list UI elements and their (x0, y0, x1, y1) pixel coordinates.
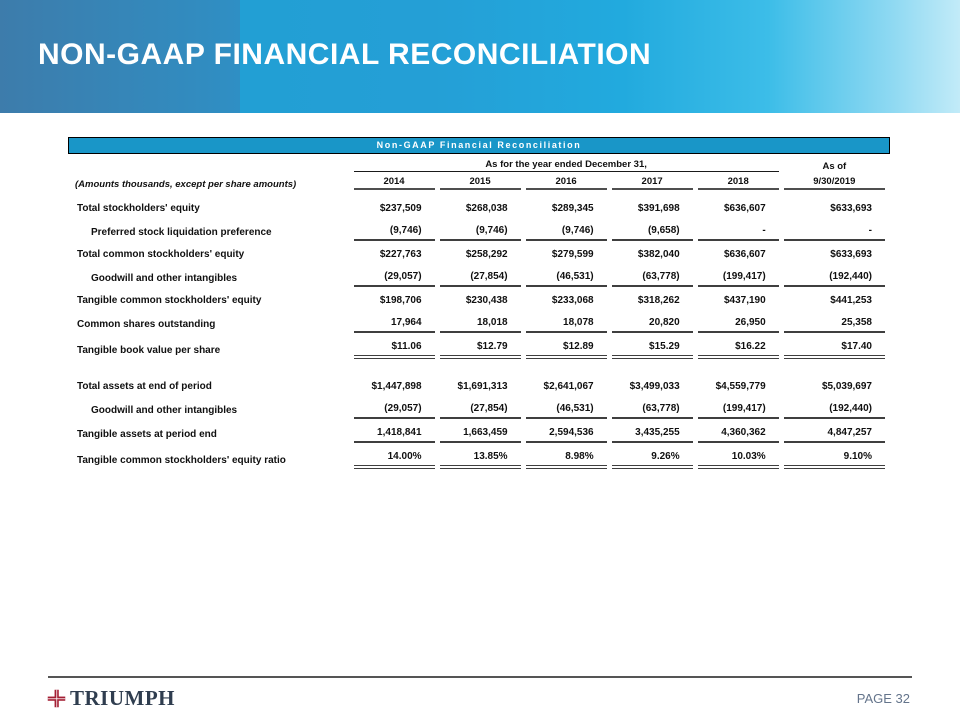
cell-value: (192,440) (784, 263, 885, 287)
cell-value: 13.85% (440, 443, 521, 469)
cell-value: 26,950 (698, 309, 779, 333)
cell-value: $233,068 (551, 295, 594, 306)
cell-value: $17.40 (784, 333, 885, 359)
column-header-2017: 2017 (612, 172, 693, 190)
cell-value: $5,039,697 (821, 381, 872, 392)
cell-value: $1,447,898 (371, 381, 422, 392)
cell-value: (9,746) (440, 217, 521, 241)
period-header-row (73, 154, 885, 172)
cell-value: 1,418,841 (354, 419, 435, 443)
cell-value: 17,964 (354, 309, 435, 333)
row-label: Total assets at end of period (77, 381, 212, 392)
cell-value: - (698, 217, 779, 241)
cell-value: $382,040 (637, 249, 680, 260)
cell-value: $15.29 (612, 333, 693, 359)
cell-value: $230,438 (465, 295, 508, 306)
cell-value: (27,854) (440, 395, 521, 419)
cell-value: $318,262 (637, 295, 680, 306)
cell-value: (9,658) (612, 217, 693, 241)
cell-value: $633,693 (830, 203, 872, 214)
column-header-2015: 2015 (440, 172, 521, 190)
cell-value: 20,820 (612, 309, 693, 333)
table-row (73, 263, 885, 287)
table-row (73, 287, 885, 309)
row-label: Total stockholders' equity (77, 203, 200, 214)
table-row (73, 419, 885, 443)
row-label: Tangible common stockholders' equity ratio (77, 455, 286, 466)
cell-value: 9.26% (612, 443, 693, 469)
cell-value: (46,531) (526, 395, 607, 419)
slide-title: NON-GAAP FINANCIAL RECONCILIATION (38, 38, 652, 71)
table-title-bar: Non-GAAP Financial Reconciliation (68, 137, 890, 154)
cell-value: - (784, 217, 885, 241)
amounts-note: (Amounts thousands, except per share amounts) (75, 179, 297, 190)
cell-value: $279,599 (551, 249, 594, 260)
column-header-row (73, 172, 885, 190)
financial-table (68, 154, 890, 469)
cell-value: $441,253 (830, 295, 872, 306)
cell-value: $391,698 (637, 203, 680, 214)
cell-value: (27,854) (440, 263, 521, 287)
cell-value: $3,499,033 (629, 381, 680, 392)
cell-value: (9,746) (354, 217, 435, 241)
table-row (73, 309, 885, 333)
cell-value: $289,345 (551, 203, 594, 214)
cell-value: 18,078 (526, 309, 607, 333)
cell-value: (29,057) (354, 263, 435, 287)
cell-value: 8.98% (526, 443, 607, 469)
column-header-2014: 2014 (354, 172, 435, 190)
table-row (73, 190, 885, 217)
cell-value: $12.79 (440, 333, 521, 359)
table-row (73, 443, 885, 469)
cell-value: 18,018 (440, 309, 521, 333)
row-label: Preferred stock liquidation preference (91, 227, 272, 238)
column-header-asof-date: 9/30/2019 (784, 172, 885, 190)
cell-value: $268,038 (465, 203, 508, 214)
cell-value: 9.10% (784, 443, 885, 469)
cell-value: (46,531) (526, 263, 607, 287)
cell-value: 2,594,536 (526, 419, 607, 443)
cell-value: 4,360,362 (698, 419, 779, 443)
column-header-2018: 2018 (698, 172, 779, 190)
cell-value: (29,057) (354, 395, 435, 419)
cell-value: $198,706 (379, 295, 422, 306)
cell-value: $1,691,313 (457, 381, 508, 392)
cell-value: $4,559,779 (715, 381, 766, 392)
cell-value: 4,847,257 (784, 419, 885, 443)
triumph-logo (46, 687, 175, 709)
page-number: PAGE 32 (856, 691, 910, 706)
cell-value: (63,778) (612, 395, 693, 419)
table-row (73, 395, 885, 419)
period-header: As for the year ended December 31, (354, 154, 779, 172)
cell-value: $237,509 (379, 203, 422, 214)
table-row (73, 241, 885, 263)
row-label: Total common stockholders' equity (77, 249, 245, 260)
cell-value: $258,292 (465, 249, 508, 260)
footer-divider (48, 676, 912, 678)
cell-value: $633,693 (830, 249, 872, 260)
row-label: Tangible assets at period end (77, 429, 217, 440)
reconciliation-table-section (68, 137, 890, 469)
cell-value: $2,641,067 (543, 381, 594, 392)
row-label: Goodwill and other intangibles (91, 273, 238, 284)
cell-value: (199,417) (698, 395, 779, 419)
row-label: Tangible common stockholders' equity (77, 295, 262, 306)
cell-value: 3,435,255 (612, 419, 693, 443)
header-band (0, 0, 960, 113)
cell-value: (63,778) (612, 263, 693, 287)
table-row (73, 373, 885, 395)
row-label: Common shares outstanding (77, 319, 216, 330)
cell-value: $12.89 (526, 333, 607, 359)
cell-value: $437,190 (723, 295, 766, 306)
cell-value: (192,440) (784, 395, 885, 419)
table-row (73, 333, 885, 359)
empty-cell (73, 154, 349, 172)
cell-value: $636,607 (723, 249, 766, 260)
cell-value: $636,607 (723, 203, 766, 214)
column-header-2016: 2016 (526, 172, 607, 190)
cell-value: $11.06 (354, 333, 435, 359)
cell-value: $227,763 (379, 249, 422, 260)
row-label: Tangible book value per share (77, 345, 221, 356)
triumph-cross-icon (46, 688, 67, 709)
cell-value: (199,417) (698, 263, 779, 287)
section-spacer (73, 359, 885, 373)
cell-value: (9,746) (526, 217, 607, 241)
cell-value: 1,663,459 (440, 419, 521, 443)
row-label: Goodwill and other intangibles (91, 405, 238, 416)
table-row (73, 217, 885, 241)
brand-wordmark: TRIUMPH (70, 686, 175, 710)
as-of-header: As of (822, 161, 847, 172)
cell-value: 25,358 (784, 309, 885, 333)
cell-value: 14.00% (354, 443, 435, 469)
cell-value: 10.03% (698, 443, 779, 469)
cell-value: $16.22 (698, 333, 779, 359)
